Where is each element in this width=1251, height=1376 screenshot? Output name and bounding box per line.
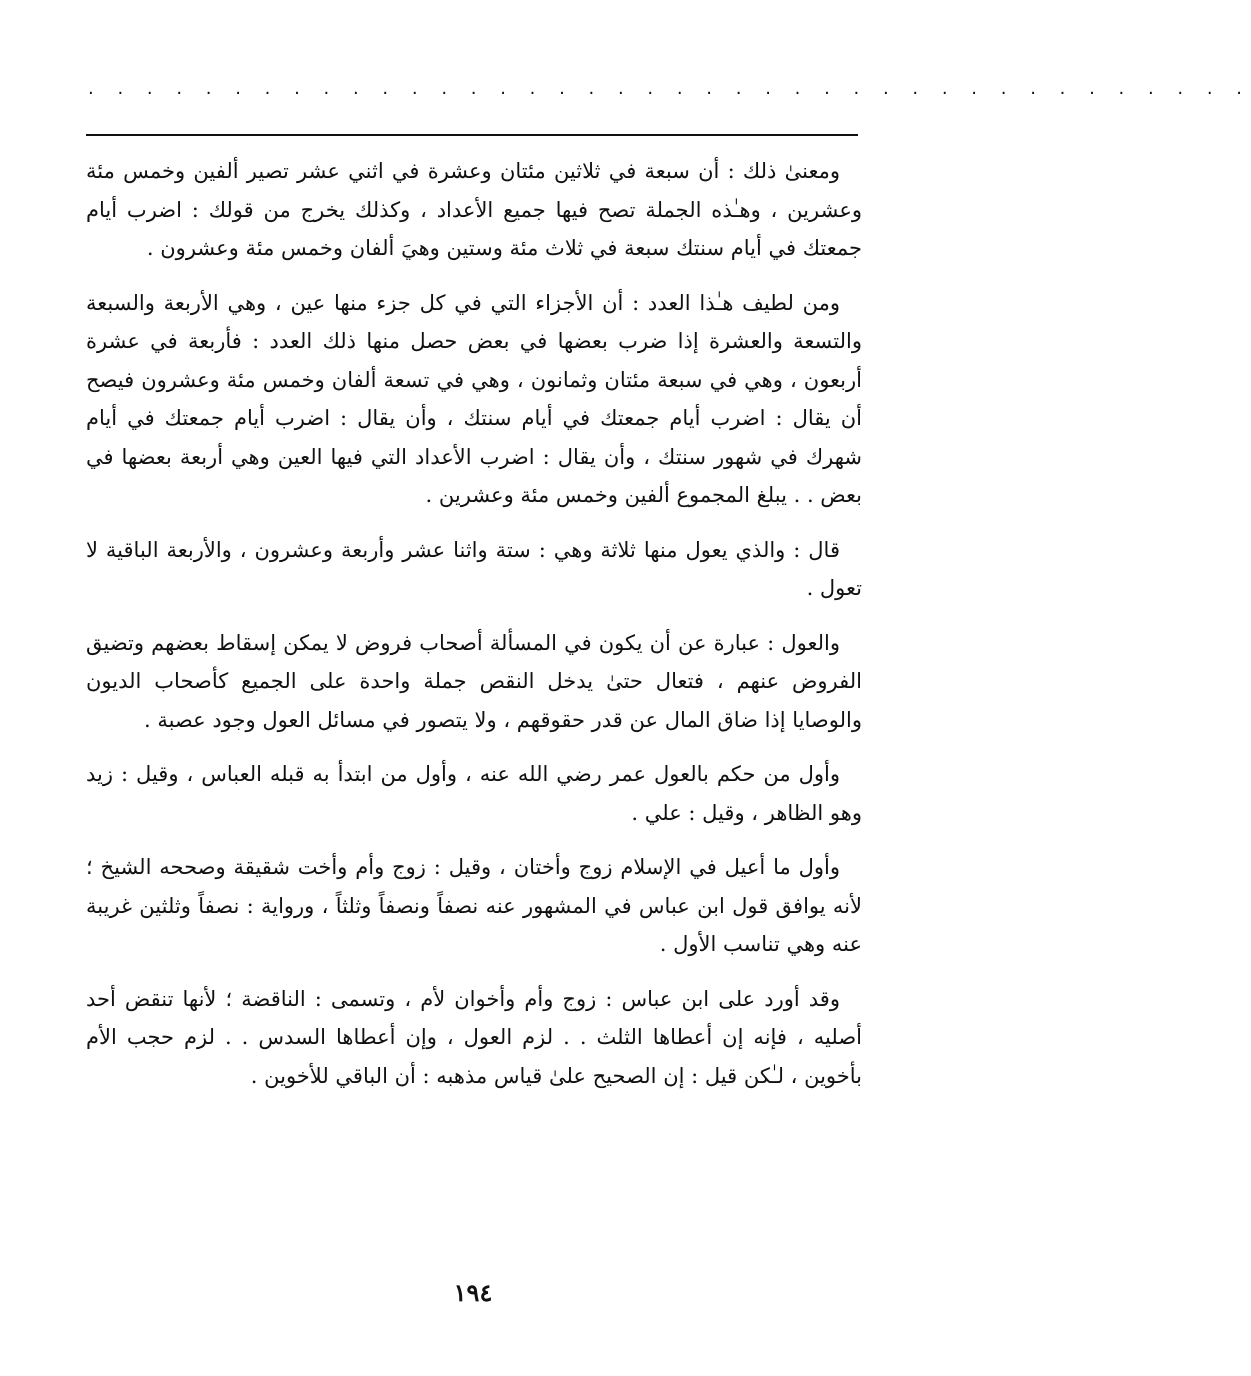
header-dotted-line: . . . . . . . . . . . . . . . . . . . . . . . . . . . . . . . . . . . . . . . . <box>88 78 1251 99</box>
paragraph-5: وأول من حكم بالعول عمر رضي الله عنه ، وأول من ابتدأ به قبله العباس ، وقيل : زيد وهو الظاهر ، وقيل : علي . <box>86 762 862 825</box>
paragraph-6: وأول ما أعيل في الإسلام زوج وأختان ، وقيل : زوج وأم وأخت شقيقة وصححه الشيخ ؛ لأنه يوافق قول ابن عباس في المشهور عنه نصفاً ونصفاً وثلثاً ، ورواية : نصفاً وثلثين غريبة عنه وهي تناسب الأول . <box>86 855 862 956</box>
paragraph-7: وقد أورد على ابن عباس : زوج وأم وأخوان لأم ، وتسمى : الناقضة ؛ لأنها تنقض أحد أصليه ، فإنه إن أعطاها الثلث . . لزم العول ، وإن أعطاها السدس . . لزم حجب الأم بأخوين ، لـٰكن قيل : إن الصحيح علىٰ قياس مذهبه : أن الباقي للأخوين . <box>86 986 862 1088</box>
page-body <box>86 152 862 1111</box>
paragraph-4: والعول : عبارة عن أن يكون في المسألة أصحاب فروض لا يمكن إسقاط بعضهم وتضيق الفروض عنهم ، فتعال حتىٰ يدخل النقص جملة واحدة على الجميع كأصحاب الديون والوصايا إذا ضاق المال عن قدر حقوقهم ، ولا يتصور في مسائل العول وجود عصبة . <box>86 630 862 732</box>
paragraph-2: ومن لطيف هـٰذا العدد : أن الأجزاء التي في كل جزء منها عين ، وهي الأربعة والسبعة والتسعة والعشرة إذا ضرب بعضها في بعض حصل منها ذلك العدد : فأربعة في عشرة أربعون ، وهي في سبعة مئتان وثمانون ، وهي في تسعة ألفان وخمس مئة وعشرون فيصح أن يقال : اضرب أيام جمعتك في أيام سنتك ، وأن يقال : اضرب أيام جمعتك في أيام شهرك في شهور سنتك ، وأن يقال : اضرب الأعداد التي فيها العين وهي أربعة بعضها في بعض . . يبلغ المجموع ألفين وخمس مئة وعشرين . <box>86 290 862 507</box>
header-rule <box>86 134 858 136</box>
paragraph-1: ومعنىٰ ذلك : أن سبعة في ثلاثين مئتان وعشرة في اثني عشر تصير ألفين وخمس مئة وعشرين ، وهـٰذه الجملة تصح فيها جميع الأعداد ، وكذلك يخرج من قولك : اضرب أيام جمعتك في أيام سنتك سبعة في ثلاث مئة وستين وهيَ ألفان وخمس مئة وعشرون . <box>86 159 862 260</box>
paragraph-3: قال : والذي يعول منها ثلاثة وهي : ستة واثنا عشر وأربعة وعشرون ، والأربعة الباقية لا تعول . <box>86 537 862 600</box>
page-number: ١٩٤ <box>453 1278 493 1307</box>
